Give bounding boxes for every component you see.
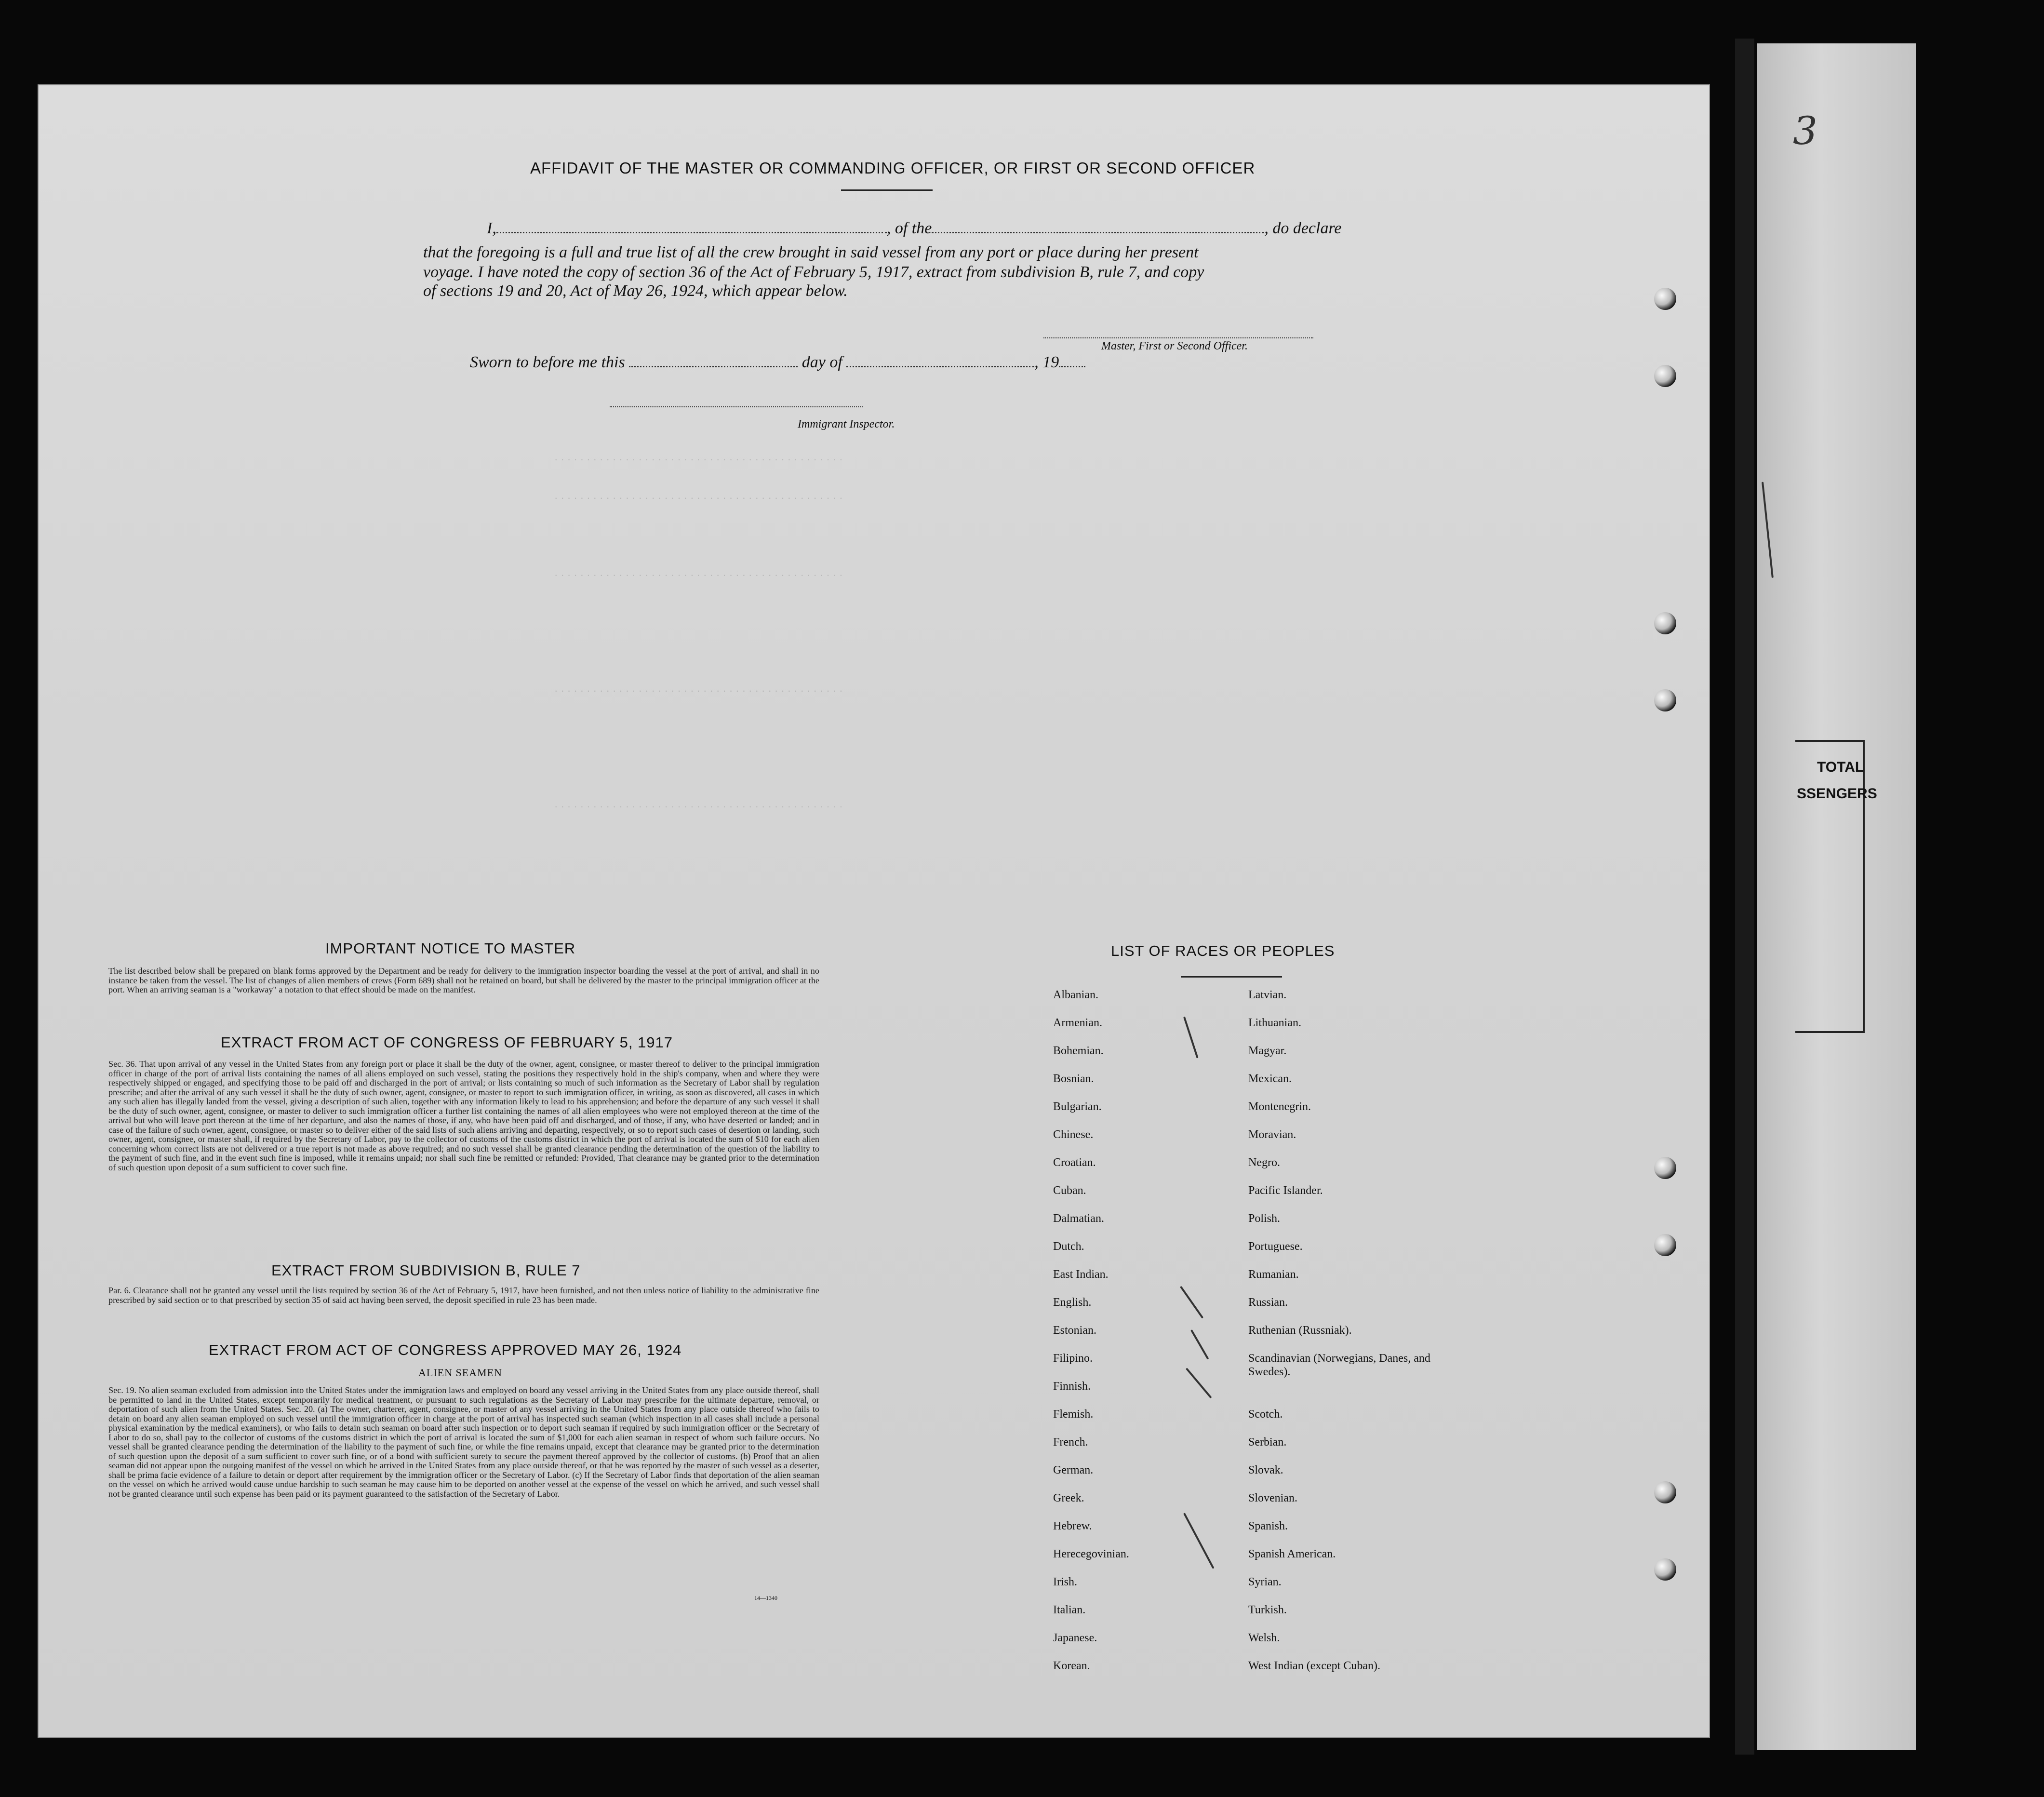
punch-hole [1654, 612, 1676, 634]
form-number: 14—1340 [754, 1595, 777, 1601]
races-title: LIST OF RACES OR PEOPLES [1111, 942, 1335, 959]
race-item: Italian. [1053, 1604, 1086, 1616]
bleed-through-text: · · · · · · · · · · · · · · · · · · · · · · · · · · · · · · · · · · · · · · · · · · · · · [554, 684, 843, 697]
punch-hole [1654, 1481, 1676, 1503]
race-item: Syrian. [1248, 1576, 1282, 1588]
binding-edge [1735, 39, 1754, 1755]
label-declare: , do declare [1264, 219, 1342, 237]
affidavit-line-1 [487, 219, 1342, 238]
label-sworn: Sworn to before me this [470, 353, 625, 371]
race-item: Spanish American. [1248, 1548, 1336, 1560]
affidavit-line-2: that the foregoing is a full and true list of all the crew brought in said vessel from any port or place during her present [423, 243, 1199, 261]
race-item: Serbian. [1248, 1436, 1287, 1448]
race-item: Lithuanian. [1248, 1017, 1301, 1029]
year-blank[interactable] [1059, 366, 1085, 367]
race-item: Flemish. [1053, 1408, 1094, 1421]
punch-hole [1654, 1157, 1676, 1179]
race-item: Dalmatian. [1053, 1212, 1104, 1225]
extract-1917-title: EXTRACT FROM ACT OF CONGRESS OF FEBRUARY 5, 1917 [221, 1034, 673, 1051]
race-item: Estonian. [1053, 1324, 1096, 1337]
punch-hole [1654, 1234, 1676, 1256]
race-item: Welsh. [1248, 1632, 1280, 1644]
race-item: Bosnian. [1053, 1073, 1094, 1085]
inspector-signature-label: Immigrant Inspector. [798, 418, 895, 430]
race-item: Greek. [1053, 1492, 1084, 1504]
bleed-through-text: · · · · · · · · · · · · · · · · · · · · · · · · · · · · · · · · · · · · · · · · · · · · · [554, 569, 843, 581]
punch-hole [1654, 288, 1676, 310]
month-blank[interactable] [846, 366, 1034, 367]
race-item: Hebrew. [1053, 1520, 1092, 1532]
name-blank[interactable] [496, 232, 887, 233]
punch-hole [1654, 1558, 1676, 1581]
label-i: I, [487, 219, 496, 237]
race-item: Chinese. [1053, 1128, 1094, 1141]
bleed-through-text: · · · · · · · · · · · · · · · · · · · · · · · · · · · · · · · · · · · · · · · · · · · · · [554, 800, 843, 812]
race-item: Ruthenian (Russniak). [1248, 1324, 1352, 1337]
bleed-through-text: · · · · · · · · · · · · · · · · · · · · · · · · · · · · · · · · · · · · · · · · · · · · · [554, 492, 843, 504]
race-item: Bulgarian. [1053, 1100, 1102, 1113]
race-item: Polish. [1248, 1212, 1281, 1225]
race-item: English. [1053, 1296, 1092, 1309]
race-item: West Indian (except Cuban). [1248, 1660, 1380, 1672]
affidavit-line-3: voyage. I have noted the copy of section 36 of the Act of February 5, 1917, extract from subdivision B, rule 7, and copy [423, 263, 1204, 281]
race-item: Japanese. [1053, 1632, 1097, 1644]
race-item: Finnish. [1053, 1380, 1091, 1393]
race-item: Cuban. [1053, 1184, 1086, 1197]
sworn-line [470, 353, 1085, 372]
race-item: Montenegrin. [1248, 1100, 1311, 1113]
race-item: Magyar. [1248, 1045, 1287, 1057]
extract-1924-title: EXTRACT FROM ACT OF CONGRESS APPROVED MAY 26, 1924 [209, 1341, 682, 1358]
bleed-through-text: · · · · · · · · · · · · · · · · · · · · · · · · · · · · · · · · · · · · · · · · · · · · · [554, 453, 843, 465]
title-underline [841, 189, 933, 191]
punch-hole [1654, 689, 1676, 711]
master-signature-label: Master, First or Second Officer. [1101, 340, 1248, 352]
races-title-underline [1181, 976, 1282, 978]
race-item: Korean. [1053, 1660, 1090, 1672]
punch-hole [1654, 365, 1676, 387]
race-item: Armenian. [1053, 1017, 1102, 1029]
side-page-number: 3 [1793, 108, 1817, 153]
race-item: Mexican. [1248, 1073, 1292, 1085]
extract-1924-text: Sec. 19. No alien seaman excluded from admission into the United States under the immigration laws and employed on board any vessel arriving in the United States from any place outside thereof, shall be permitted to land in the United States, except temporarily for medical treatment, or pursuant to such regulations as the Secretary of Labor may prescribe for the ultimate departure, removal, or deportation of such alien from the United States. Sec. 20. (a) The owner, charterer, agent, consignee, or master of any vessel arriving in the United States from any place outside thereof who fails to detain on board any alien seaman employed on such vessel until the immigration officer in charge at the port of arrival has inspected such seaman (which inspection in all cases shall include a personal physical examination by the medical examiners), or who fails to detain such seaman on board after such inspection or to deport such seaman if required by such immigration officer or the Secretary of Labor to do so, shall pay to the collector of customs of the customs district in which the port of arrival is located the sum of $1,000 for each alien seaman in respect of whom such failure occurs. No vessel shall be granted clearance pending the determination of the liability to the payment of such fine, or while the fine remains unpaid, except that clearance may be granted prior to the determination of such question upon the deposit of a sum sufficient to cover such fine, or of a bond with sufficient surety to secure the payment thereof approved by the collector of customs. (b) Proof that an alien seaman did not appear upon the outgoing manifest of the vessel on which he arrived in the United States from any place outside thereof, or that he was reported by the master of such vessel as a deserter, shall be prima facie evidence of a failure to detain or deport after requirement by the immigration officer or the Secretary of Labor. (c) If the Secretary of Labor finds that deportation of the alien seaman on the vessel on which he arrived would cause undue hardship to such seaman he may cause him to be deported on another vessel at the expense of the vessel on which he arrived, and such vessel shall not be granted clearance until such expense has been paid or its payment guaranteed to the satisfaction of the Secretary of Labor. [108, 1385, 819, 1499]
race-item: Rumanian. [1248, 1268, 1299, 1281]
notice-text: The list described below shall be prepared on blank forms approved by the Department and be ready for delivery to the immigration inspector boarding the vessel at the port of arrival, and shall in no instance be taken from the vessel. The list of changes of alien members of crews (Form 689) shall not be retained on board, but shall be delivered by the master to the principal immigration officer at the port. When an arriving seaman is a "workaway" a notation to that effect should be made on the manifest. [108, 966, 819, 994]
extract-rule7-text: Par. 6. Clearance shall not be granted any vessel until the lists required by section 36 of the Act of February 5, 1917, have been furnished, and not then unless notice of liability to the administrative fine prescribed by said section or to that prescribed by section 35 of said act having been served, the deposit specified in rule 23 has been made. [108, 1286, 819, 1305]
race-item: Slovak. [1248, 1464, 1283, 1476]
alien-seamen-subtitle: ALIEN SEAMEN [418, 1367, 502, 1379]
vessel-blank[interactable] [932, 232, 1264, 233]
side-box-label-passengers: SSENGERS [1797, 786, 1877, 802]
label-year: , 19 [1034, 353, 1059, 371]
race-item: Albanian. [1053, 989, 1098, 1001]
race-item: Dutch. [1053, 1240, 1084, 1253]
affidavit-line-4: of sections 19 and 20, Act of May 26, 1924, which appear below. [423, 282, 848, 300]
inspector-signature-line[interactable] [610, 406, 863, 407]
race-item: Scandinavian (Norwegians, Danes, and Swedes). [1248, 1352, 1430, 1378]
master-signature-line[interactable] [1043, 337, 1313, 338]
race-item: Portuguese. [1248, 1240, 1303, 1253]
race-item: East Indian. [1053, 1268, 1109, 1281]
race-item: Irish. [1053, 1576, 1077, 1588]
race-item: Negro. [1248, 1156, 1280, 1169]
race-item: Latvian. [1248, 989, 1287, 1001]
race-item: Moravian. [1248, 1128, 1296, 1141]
day-blank[interactable] [629, 366, 798, 367]
side-total-box [1795, 740, 1865, 1033]
extract-rule7-title: EXTRACT FROM SUBDIVISION B, RULE 7 [271, 1262, 581, 1279]
race-item: Slovenian. [1248, 1492, 1297, 1504]
label-of-the: , of the [886, 219, 932, 237]
race-item: French. [1053, 1436, 1088, 1448]
race-item: Spanish. [1248, 1520, 1288, 1532]
affidavit-title: AFFIDAVIT OF THE MASTER OR COMMANDING OFFICER, OR FIRST OR SECOND OFFICER [530, 159, 1256, 177]
side-box-label-total: TOTAL [1817, 759, 1864, 775]
race-item: Pacific Islander. [1248, 1184, 1323, 1197]
races-left-column [1053, 988, 1129, 1687]
label-day-of: day of [802, 353, 842, 371]
race-item: Russian. [1248, 1296, 1288, 1309]
race-item: German. [1053, 1464, 1094, 1476]
races-right-column [1248, 988, 1431, 1687]
race-item: Filipino. [1053, 1352, 1093, 1365]
race-item: Herecegovinian. [1053, 1548, 1129, 1560]
race-item: Croatian. [1053, 1156, 1096, 1169]
notice-title: IMPORTANT NOTICE TO MASTER [325, 940, 576, 957]
race-item: Bohemian. [1053, 1045, 1104, 1057]
race-item: Turkish. [1248, 1604, 1287, 1616]
extract-1917-text: Sec. 36. That upon arrival of any vessel in the United States from any foreign port or place it shall be the duty of the owner, agent, consignee, or master thereof to deliver to the principal immigration officer in charge of the port of arrival lists containing the names of all aliens employed on such vessel, stating the positions they respectively hold in the ship's company, when and where they were respectively shipped or engaged, and specifying those to be paid off and discharged in the port of arrival; or lists containing so much of such information as the Secretary of Labor shall by regulation prescribe; and after the arrival of any such vessel it shall be the duty of such owner, agent, consignee, or master to report to such immigration officer, in writing, as soon as discovered, all cases in which any such alien has illegally landed from the vessel, giving a description of such alien, together with any information likely to lead to his apprehension; and before the departure of any such vessel it shall be the duty of such owner, agent, consignee, or master to deliver to such immigration officer a further list containing the names of all alien employees who were not employed thereon at the time of the arrival but who will leave port thereon at the time of her departure, and also the names of those, if any, who have been paid off and discharged, and of those, if any, who have deserted or landed; and in case of the failure of such owner, agent, consignee, or master so to deliver either of the said lists of such aliens arriving and departing, respectively, or so to report such cases of desertion or landing, such owner, agent, consignee, or master shall, if required by the Secretary of Labor, pay to the collector of customs of the customs district in which the port of arrival is located the sum of $10 for each alien concerning whom correct lists are not delivered or a true report is not made as above required; and no such vessel shall be granted clearance pending the determination of the question of the liability to the payment of such fine, and in the event such fine is imposed, while it remains unpaid; nor shall such fine be remitted or refunded: Provided, That clearance may be granted prior to the determination of such question upon deposit of a sum sufficient to cover such fine. [108, 1059, 819, 1172]
race-item: Scotch. [1248, 1408, 1283, 1421]
